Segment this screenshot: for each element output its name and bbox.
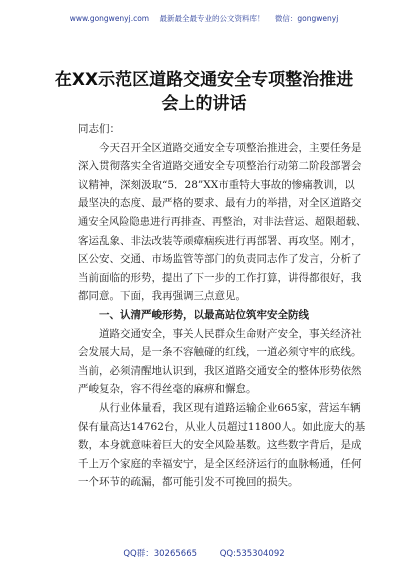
paragraph-1-line: 当前面临的形势，提出了下一步的工作打算，讲得都很好，我 [78, 271, 362, 284]
qq-contact: QQ:535304092 [219, 549, 285, 559]
title-line-1: 在XX示范区道路交通安全专项整治推进 [54, 70, 354, 90]
paragraph-2-line: 严峻复杂，容不得丝毫的麻痹和懈怠。 [78, 383, 257, 396]
wechat-id: 微信：gongwenyj [274, 14, 339, 23]
section-heading-1: 一、认清严峻形势，以最高站位筑牢安全防线 [99, 308, 309, 321]
paragraph-1-line: 今天召开全区道路交通安全专项整治推进会，主要任务是 [99, 141, 362, 154]
paragraph-2-line: 当前，必须清醒地认识到，我区道路交通安全的整体形势依然 [78, 364, 362, 377]
site-footer [0, 547, 408, 559]
site-slogan: 最新最全最专业的公文资料库！ [159, 14, 265, 23]
qq-group: QQ群：30265665 [123, 549, 198, 559]
paragraph-1-line: 议精神，深刻汲取“5．28”XX市重特大事故的惨痛教训，以 [78, 178, 355, 191]
site-header [0, 13, 408, 24]
title-line-2: 会上的讲话 [161, 94, 247, 114]
document-body [78, 120, 368, 492]
paragraph-2-line: 道路交通安全，事关人民群众生命财产安全，事关经济社 [99, 327, 362, 340]
paragraph-3-line: 从行业体量看，我区现有道路运输企业665家，营运车辆 [99, 401, 361, 414]
paragraph-3-line: 千上万个家庭的幸福安宁，是全区经济运行的血脉畅通，任何 [78, 457, 362, 470]
salutation: 同志们： [78, 123, 120, 135]
paragraph-1-line: 深入贯彻落实全省道路交通安全专项整治行动第二阶段部署会 [78, 160, 362, 173]
paragraph-2-line: 会发展大局，是一条不容触碰的红线，一道必须守牢的底线。 [78, 346, 362, 359]
paragraph-1-line: 通安全风险隐患进行再排查、再整治，对非法营运、超限超载、 [78, 215, 367, 228]
paragraph-1-line: 都同意。下面，我再强调三点意见。 [78, 290, 246, 303]
paragraph-3-line: 数，本身就意味着巨大的安全风险基数。这些数字背后，是成 [78, 439, 362, 452]
paragraph-3-line: 保有量高达14762台，从业人员超过11800人。如此庞大的基 [78, 420, 366, 433]
paragraph-1-line: 区公安、交通、市场监管等部门的负责同志作了发言，分析了 [78, 253, 362, 266]
site-url-link[interactable]: www.gongwenyj.com [69, 14, 150, 23]
paragraph-1-line: 最坚决的态度、最严格的要求、最有力的举措，对全区道路交 [78, 197, 362, 210]
paragraph-1-line: 客运乱象、非法改装等顽瘴痼疾进行再部署、再攻坚。刚才， [78, 234, 362, 247]
document-title [40, 68, 368, 116]
paragraph-3-line: 一个环节的疏漏，都可能引发不可挽回的损失。 [78, 476, 299, 489]
